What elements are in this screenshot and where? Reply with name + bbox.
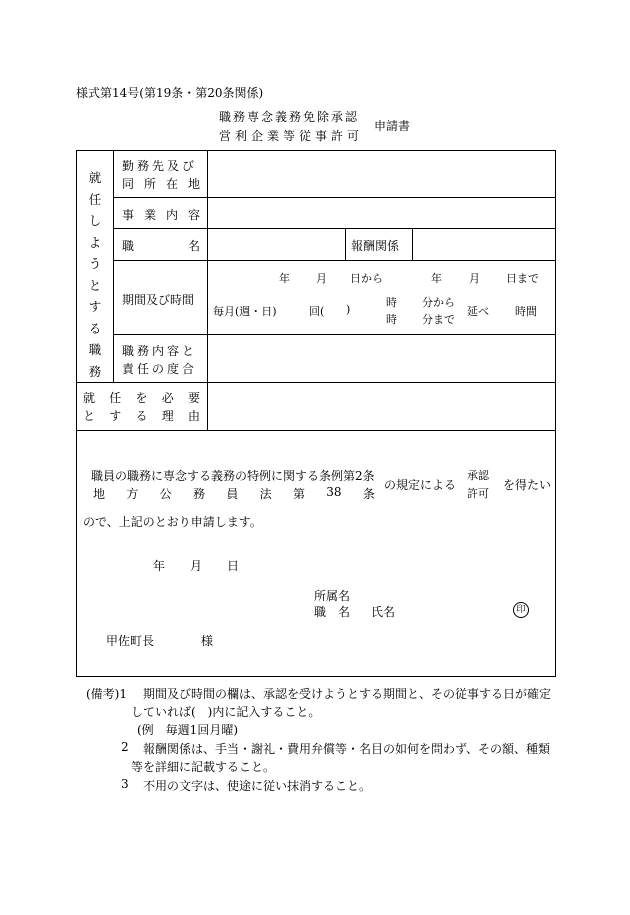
note-3-line-1: 不用の文字は、使途に従い抹消すること。 bbox=[143, 779, 372, 793]
workplace-label-2: 同 所 在 地 bbox=[122, 177, 200, 191]
reason-label-2: と す る 理 由 bbox=[83, 409, 200, 423]
title-suffix: 申請書 bbox=[374, 119, 411, 133]
obtain-text: を得たい bbox=[503, 478, 552, 492]
seal-icon: 印 bbox=[513, 602, 529, 618]
position-label: 職 名 bbox=[122, 239, 200, 253]
note-2-line-2: 等を詳細に記載すること。 bbox=[131, 760, 276, 774]
addressee: 甲佐町長 bbox=[106, 634, 155, 648]
duties-label-2: 責任の度合 bbox=[122, 362, 198, 376]
total-hours-unit: 時間 bbox=[515, 305, 537, 318]
note-2-line-1: 報酬関係は、手当・謝礼・費用弁償等・名目の如何を問わず、その額、種類 bbox=[143, 742, 551, 756]
remuneration-input[interactable] bbox=[414, 230, 553, 259]
notes-heading: (備考)1 bbox=[86, 687, 127, 701]
permission-option: 許可 bbox=[467, 487, 489, 500]
remuneration-label: 報酬関係 bbox=[351, 239, 400, 253]
minute-from: 分から bbox=[422, 296, 455, 309]
workplace-label-1: 勤務先及び bbox=[122, 159, 198, 173]
note-2-number: 2 bbox=[121, 740, 129, 754]
note-1-line-2: していれば( )内に記入すること。 bbox=[131, 705, 321, 719]
monthly-weekly-daily: 毎月(週・日) bbox=[213, 305, 277, 318]
from-day: 日から bbox=[350, 272, 383, 285]
business-label: 事 業 内 容 bbox=[122, 208, 200, 222]
workplace-input[interactable] bbox=[209, 152, 553, 196]
position-label-signature: 職 名 bbox=[314, 605, 351, 619]
date-month: 月 bbox=[190, 559, 203, 573]
date-day: 日 bbox=[227, 559, 240, 573]
reason-label-1: 就 任 を 必 要 bbox=[83, 391, 200, 405]
title-line-permission: 営利企業等従事許可 bbox=[219, 129, 364, 143]
to-day: 日まで bbox=[506, 272, 539, 285]
duties-label-1: 職務内容と bbox=[122, 344, 198, 358]
declaration-continuation: ので、上記のとおり申請します。 bbox=[83, 515, 262, 529]
period-label: 期間及び時間 bbox=[122, 293, 195, 307]
note-1-example: (例 毎週1回月曜) bbox=[137, 723, 238, 737]
total-label: 延べ bbox=[467, 305, 489, 318]
position-input[interactable] bbox=[209, 230, 343, 259]
times-close: ) bbox=[346, 303, 351, 316]
law-ordinance: 職員の職務に専念する義務の特例に関する条例第2条 bbox=[91, 469, 375, 483]
hour-to: 時 bbox=[386, 313, 397, 326]
affiliation-label: 所属名 bbox=[314, 589, 351, 603]
to-month: 月 bbox=[469, 272, 480, 285]
times-open: 回( bbox=[309, 305, 325, 318]
note-1-line-1: 期間及び時間の欄は、承認を受けようとする期間と、その従事する日が確定 bbox=[143, 687, 552, 701]
duties-input[interactable] bbox=[209, 336, 553, 381]
from-year: 年 bbox=[279, 272, 290, 285]
hour-from: 時 bbox=[386, 296, 397, 309]
business-input[interactable] bbox=[209, 199, 553, 227]
section-label-position-to-assume: 就 任 し よ う と す る 職 務 bbox=[88, 170, 102, 379]
title-line-approval: 職務専念義務免除承認 bbox=[219, 110, 360, 124]
date-year: 年 bbox=[153, 559, 166, 573]
to-year: 年 bbox=[431, 272, 442, 285]
minute-to: 分まで bbox=[422, 313, 455, 326]
law-local-public-service: 地 方 公 務 員 法 第 38 条 bbox=[93, 485, 375, 501]
reason-input[interactable] bbox=[209, 384, 553, 429]
approval-option: 承認 bbox=[467, 469, 489, 482]
note-3-number: 3 bbox=[121, 777, 129, 791]
form-number: 様式第14号(第19条・第20条関係) bbox=[76, 86, 264, 100]
addressee-honorific: 様 bbox=[201, 634, 214, 648]
from-month: 月 bbox=[316, 272, 327, 285]
name-label: 氏名 bbox=[371, 605, 396, 619]
provision-text: の規定による bbox=[384, 478, 457, 492]
